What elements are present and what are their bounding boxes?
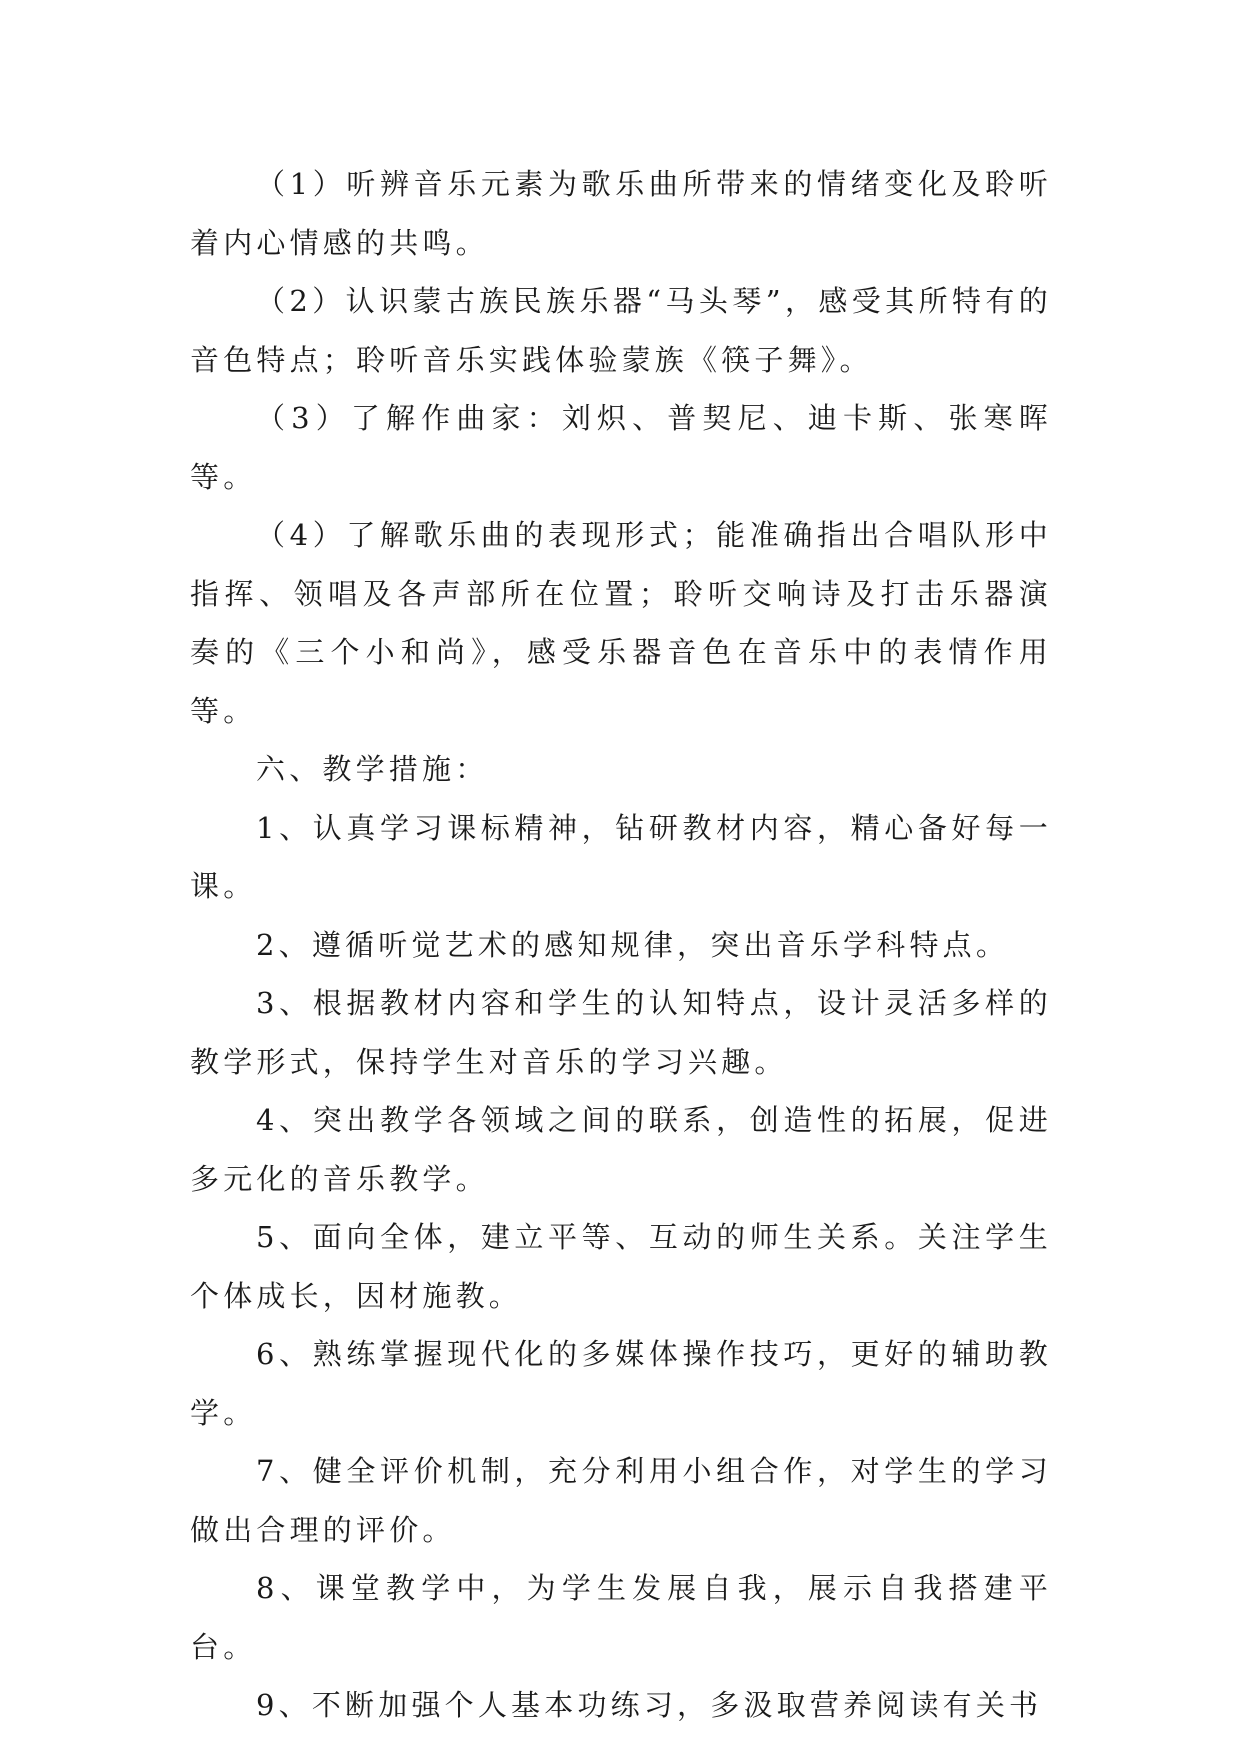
measure-item-5: 5、面向全体，建立平等、互动的师生关系。关注学生个体成长，因材施教。	[190, 1220, 1052, 1313]
paragraph-objective-4: （4）了解歌乐曲的表现形式；能准确指出合唱队形中指挥、领唱及各声部所在位置；聆听交响诗及打击乐器演奏的《三个小和尚》，感受乐器音色在音乐中的表情作用等。	[190, 518, 1052, 728]
measure-item-6: 6、熟练掌握现代化的多媒体操作技巧，更好的辅助教学。	[190, 1337, 1052, 1430]
measure-item-9: 9、不断加强个人基本功练习，多汲取营养阅读有关书	[256, 1688, 1043, 1722]
paragraph-objective-3: （3）了解作曲家：刘炽、普契尼、迪卡斯、张寒晖等。	[190, 401, 1052, 494]
measure-item-4: 4、突出教学各领域之间的联系，创造性的拓展，促进多元化的音乐教学。	[190, 1103, 1052, 1196]
section-heading-teaching-measures: 六、教学措施：	[256, 752, 489, 786]
paragraph-objective-1: （1）听辨音乐元素为歌乐曲所带来的情绪变化及聆听着内心情感的共鸣。	[190, 167, 1052, 260]
document-body	[190, 155, 1052, 1735]
measure-item-7: 7、健全评价机制，充分利用小组合作，对学生的学习做出合理的评价。	[190, 1454, 1052, 1547]
measure-item-1: 1、认真学习课标精神，钻研教材内容，精心备好每一课。	[190, 810, 1052, 903]
measure-item-3: 3、根据教材内容和学生的认知特点，设计灵活多样的教学形式，保持学生对音乐的学习兴趣。	[190, 986, 1052, 1079]
paragraph-objective-2: （2）认识蒙古族民族乐器“马头琴”，感受其所特有的音色特点；聆听音乐实践体验蒙族《筷子舞》。	[190, 284, 1052, 377]
measure-item-8: 8、课堂教学中，为学生发展自我，展示自我搭建平台。	[190, 1571, 1052, 1664]
measure-item-2: 2、遵循听觉艺术的感知规律，突出音乐学科特点。	[256, 927, 1010, 962]
